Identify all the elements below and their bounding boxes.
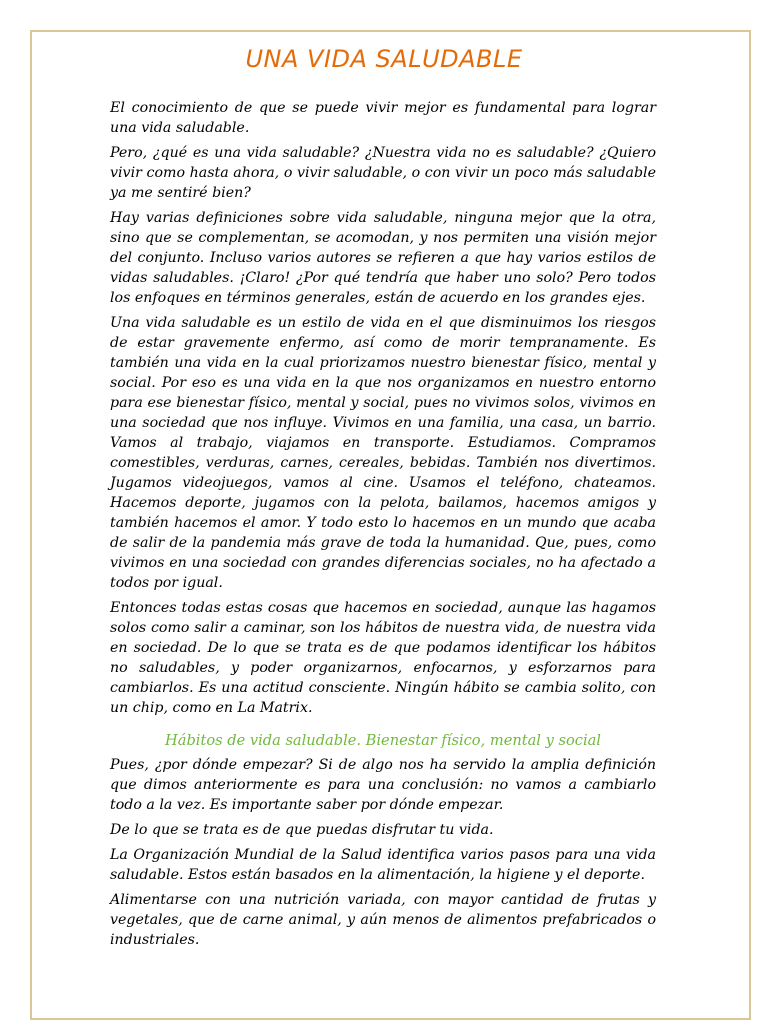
paragraph: Una vida saludable es un estilo de vida en el que disminuimos los riesgos de estar gravemente enfermo, así como de morir tempranamente. Es también una vida en la cual priorizamos nuestro bienestar físico, mental y social. Por eso es una vida en la que nos organizamos en nuestro entorno para ese bienestar físico, mental y social, pues no vivimos solos, vivimos en una sociedad que nos influye. Vivimos en una familia, una casa, un barrio. Vamos al trabajo, viajamos en transporte. Estudiamos. Compramos comestibles, verduras, carnes, cereales, bebidas. También nos divertimos. Jugamos videojuegos, vamos al cine. Usamos el teléfono, chateamos. Hacemos deporte, jugamos con la pelota, bailamos, hacemos amigos y también hacemos el amor. Y todo esto lo hacemos en un mundo que acaba de salir de la pandemia más grave de toda la humanidad. Que, pues, como vivimos en una sociedad con grandes diferencias sociales, no ha afectado a todos por igual.: [110, 315, 656, 591]
paragraph: Hay varias definiciones sobre vida saludable, ninguna mejor que la otra, sino que se complementan, se acomodan, y nos permiten una visión mejor del conjunto. Incluso varios autores se refieren a que hay varios estilos de vidas saludables. ¡Claro! ¿Por qué tendría que haber uno solo? Pero todos los enfoques en términos generales, están de acuerdo en los grandes ejes.: [110, 210, 656, 306]
paragraph: Pero, ¿qué es una vida saludable? ¿Nuestra vida no es saludable? ¿Quiero vivir como hasta ahora, o vivir saludable, o con vivir un poco más saludable ya me sentiré bien?: [110, 145, 656, 201]
paragraph: La Organización Mundial de la Salud identifica varios pasos para una vida saludable. Estos están basados en la alimentación, la higiene y el deporte.: [110, 847, 656, 883]
document-title: UNA VIDA SALUDABLE: [245, 45, 523, 73]
paragraph: Alimentarse con una nutrición variada, con mayor cantidad de frutas y vegetales, que de carne animal, y aún menos de alimentos prefabricados o industriales.: [110, 892, 656, 948]
paragraph: Entonces todas estas cosas que hacemos en sociedad, aunque las hagamos solos como salir a caminar, son los hábitos de nuestra vida, de nuestra vida en sociedad. De lo que se trata es de que podamos identificar los hábitos no saludables, y poder organizarnos, enfocarnos, y esforzarnos para cambiarlos. Es una actitud consciente. Ningún hábito se cambia solito, con un chip, como en La Matrix.: [110, 600, 656, 716]
paragraph: Pues, ¿por dónde empezar? Si de algo nos ha servido la amplia definición que dimos anteriormente es para una conclusión: no vamos a cambiarlo todo a la vez. Es importante saber por dónde empezar.: [110, 757, 656, 813]
paragraph: El conocimiento de que se puede vivir mejor es fundamental para lograr una vida saludable.: [110, 100, 656, 136]
section-subheading: Hábitos de vida saludable. Bienestar físico, mental y social: [165, 732, 601, 749]
document-body: [110, 98, 656, 955]
paragraph: De lo que se trata es de que puedas disfrutar tu vida.: [110, 822, 494, 838]
